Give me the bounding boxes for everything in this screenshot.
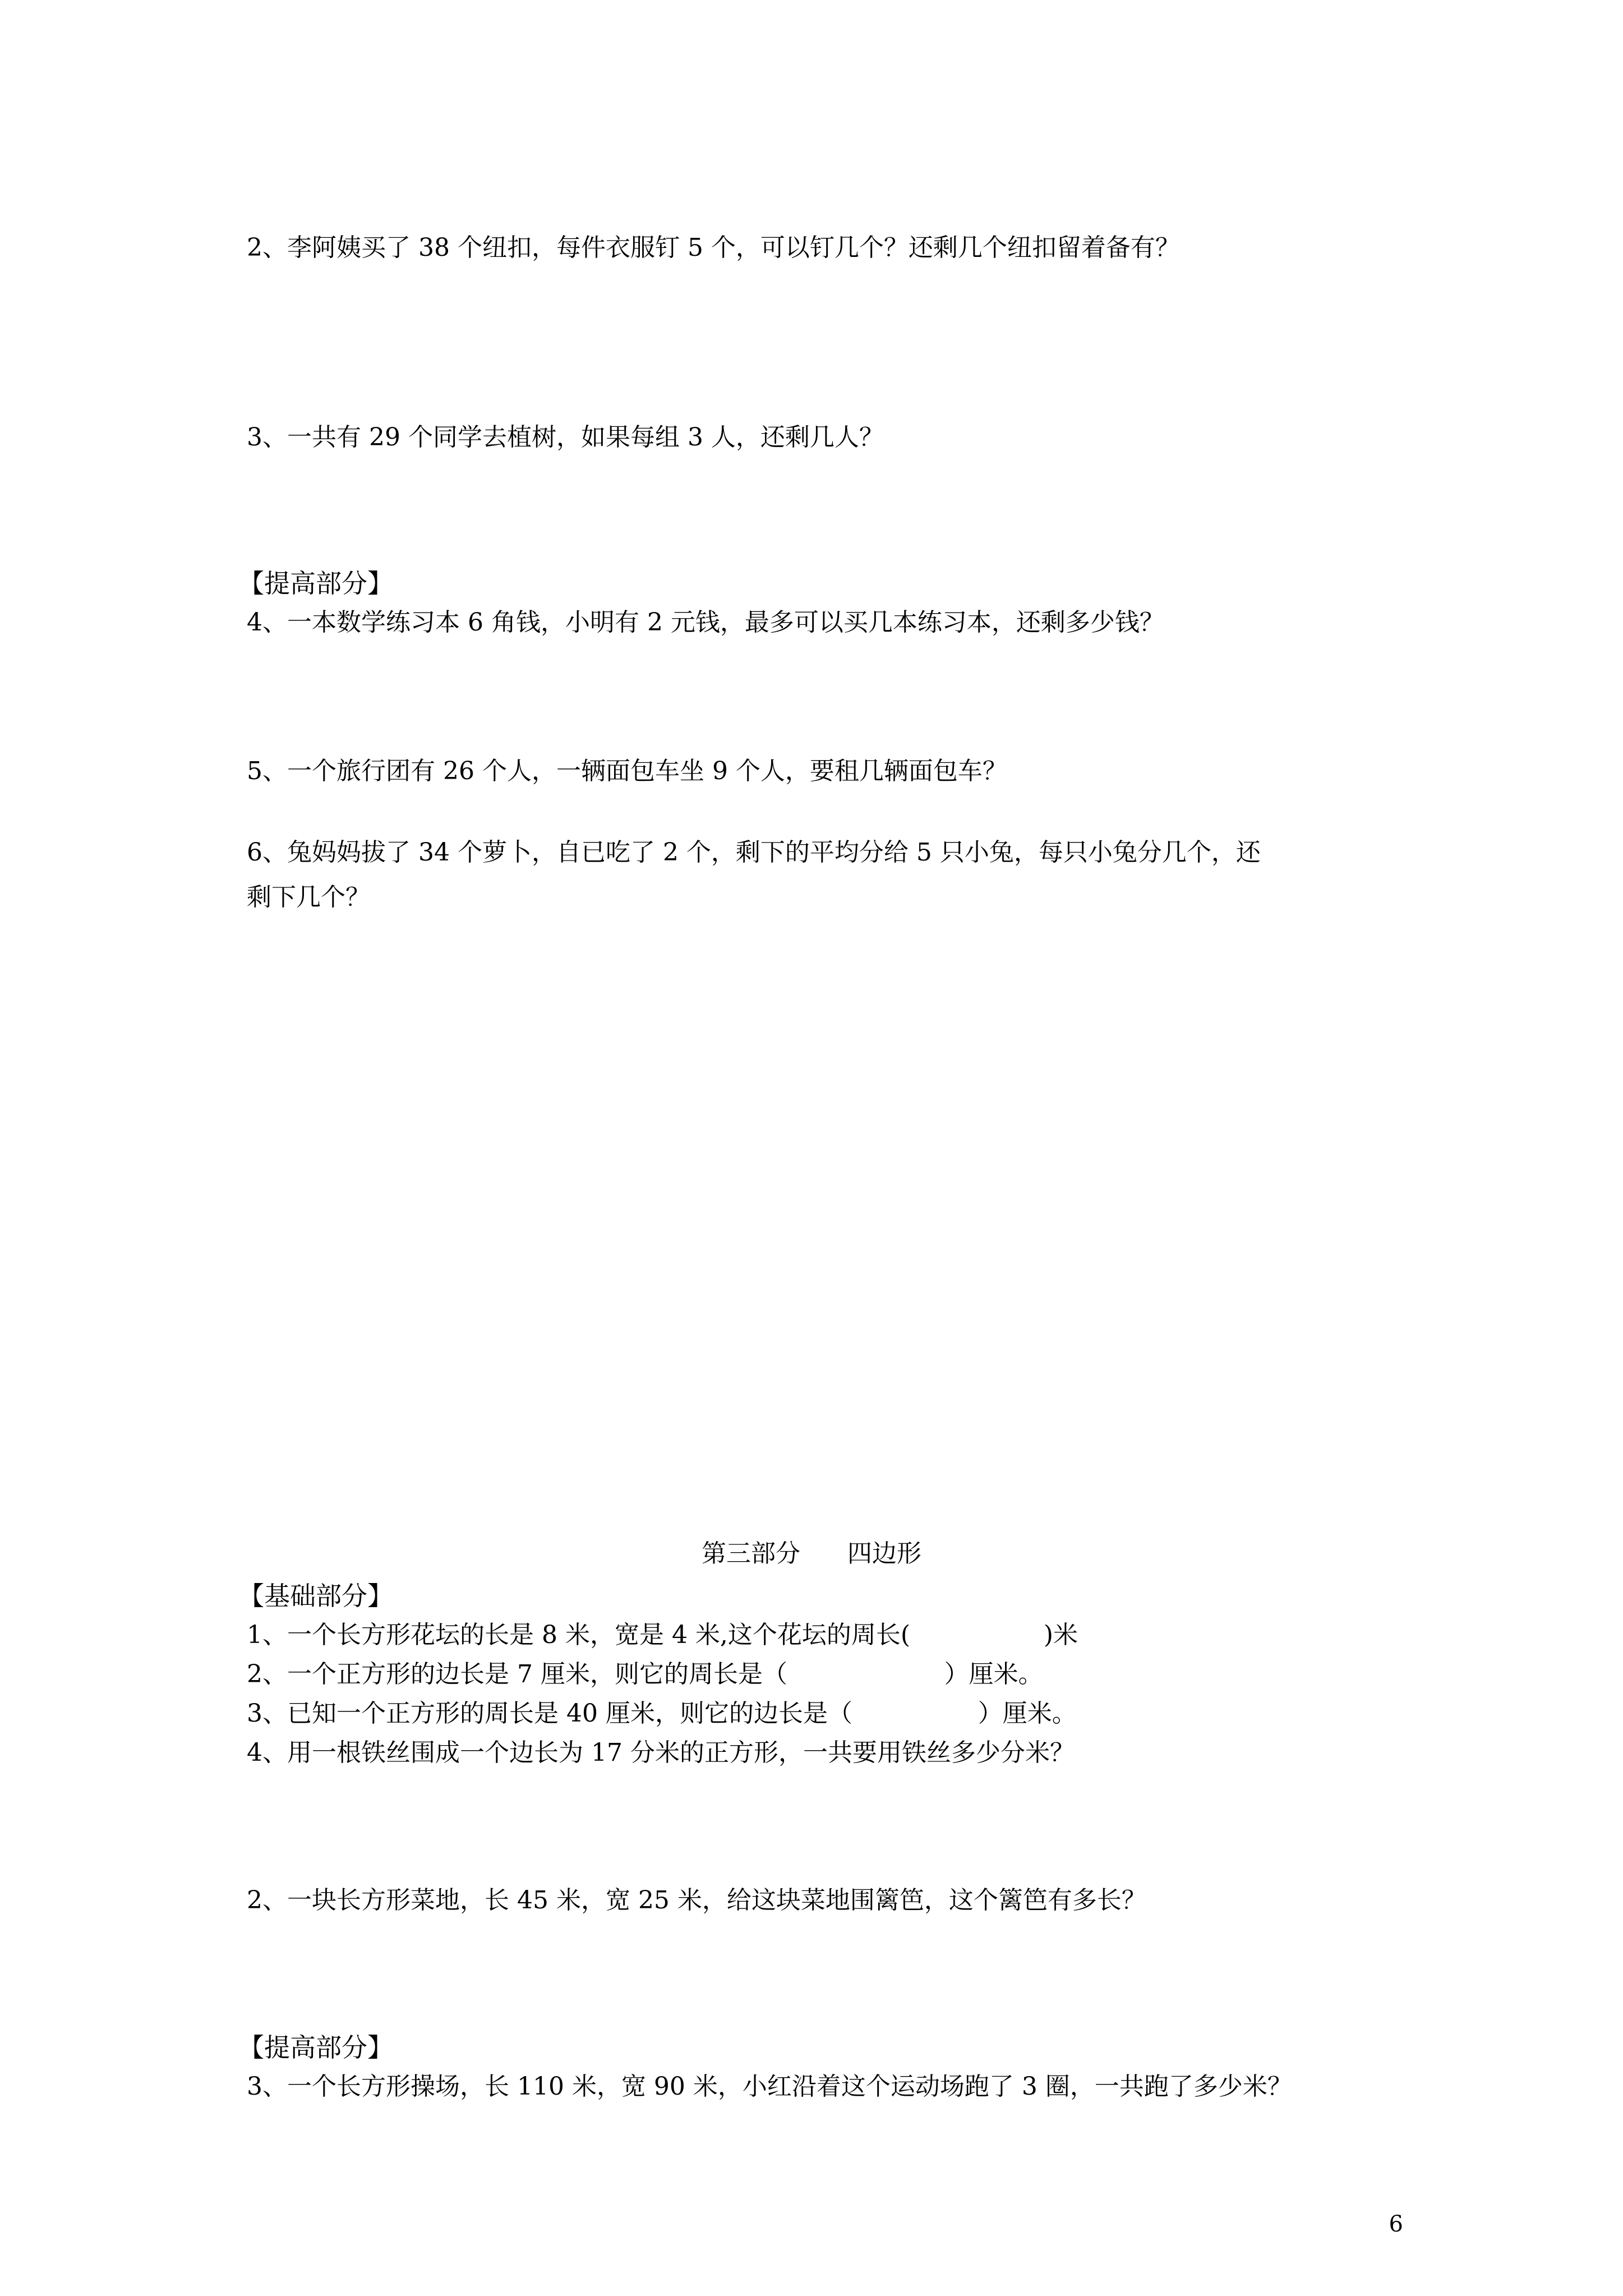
question-2-square-perimeter: 2、一个正方形的边长是 7 厘米，则它的周长是（ ）厘米。 — [247, 1660, 1043, 1688]
section-title-quadrilaterals: 第三部分 四边形 — [702, 1539, 921, 1568]
page-number: 6 — [1389, 2211, 1403, 2237]
question-4-notebooks: 4、一本数学练习本 6 角钱，小明有 2 元钱，最多可以买几本练习本，还剩多少钱？ — [247, 608, 1164, 637]
question-5-minibus: 5、一个旅行团有 26 个人，一辆面包车坐 9 个人，要租几辆面包车？ — [247, 757, 1007, 785]
question-1-flowerbed: 1、一个长方形花坛的长是 8 米，宽是 4 米,这个花坛的周长( )米 — [247, 1621, 1078, 1649]
question-3-tree-planting: 3、一共有 29 个同学去植树，如果每组 3 人，还剩几人？ — [247, 423, 884, 452]
question-4-wire: 4、用一根铁丝围成一个边长为 17 分米的正方形，一共要用铁丝多少分米？ — [247, 1738, 1075, 1767]
question-2-vegetable-plot: 2、一块长方形菜地，长 45 米，宽 25 米，给这块菜地围篱笆，这个篱笆有多长？ — [247, 1886, 1146, 1915]
section-header-advanced: 【提高部分】 — [238, 568, 393, 599]
question-2-buttons: 2、李阿姨买了 38 个纽扣，每件衣服钉 5 个，可以钉几个？还剩几个纽扣留着备有？ — [247, 233, 1180, 262]
question-3-playground: 3、一个长方形操场，长 110 米，宽 90 米，小红沿着这个运动场跑了 3 圈，一共跑了多少米？ — [247, 2072, 1292, 2101]
question-6-carrots-line1: 6、兔妈妈拔了 34 个萝卜，自已吃了 2 个，剩下的平均分给 5 只小兔，每只小兔分几个，还 — [247, 838, 1261, 867]
section-header-advanced-2: 【提高部分】 — [238, 2032, 393, 2063]
question-6-carrots-line2: 剩下几个？ — [247, 883, 370, 912]
question-3-square-side: 3、已知一个正方形的周长是 40 厘米，则它的边长是（ ）厘米。 — [247, 1699, 1077, 1728]
section-header-basic: 【基础部分】 — [238, 1581, 393, 1611]
